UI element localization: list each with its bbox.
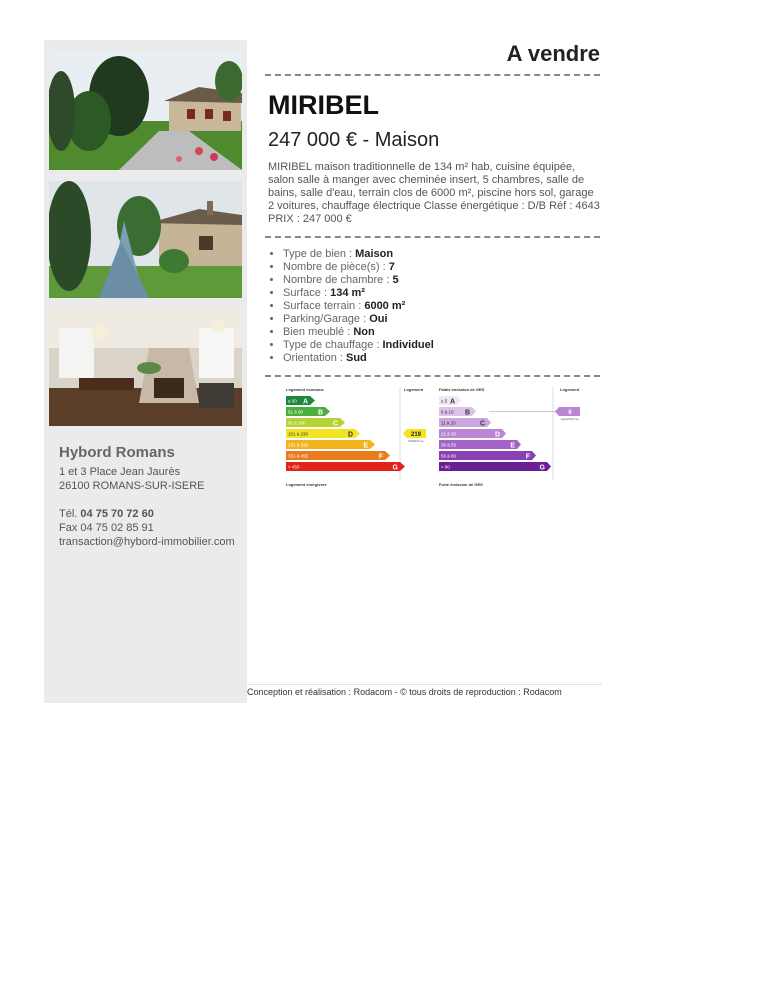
ges-class-range: 36 à 55 [441,442,457,448]
ges-top-label: Faible émission de GES [439,387,485,392]
energy-labels [283,385,583,490]
feature-item: • Nombre de pièce(s) : 7 [283,261,600,274]
features-list [265,248,600,365]
dpe-class-letter: G [392,464,398,472]
dpe-class-letter: E [363,442,368,450]
ges-class-letter: B [464,409,470,417]
listing-main [265,40,600,377]
divider [265,74,600,76]
phone-number[interactable]: 04 75 70 72 60 [80,508,154,520]
ges-bottom-label: Forte émission de GES [439,482,483,487]
divider [265,236,600,238]
ges-class-range: 6 à 10 [441,409,454,415]
feature-item: • Parking/Garage : Oui [283,313,600,326]
dpe-class-range: 231 à 330 [288,442,309,448]
dpe-class-letter: D [347,431,353,439]
ges-class-letter: D [494,431,500,439]
dpe-class-letter: F [378,453,383,461]
agency-name: Hybord Romans [59,444,175,461]
house-photo-3[interactable] [49,308,242,426]
agency-fax: Fax 04 75 02 85 91 [59,522,154,534]
ges-class-range: > 80 [441,464,450,470]
footer: Conception et réalisation : Rodacom - © tous droits de reproduction : Rodacom [247,684,602,697]
phone-label: Tél. [59,508,81,520]
ges-class-letter: F [525,453,530,461]
dpe-class-letter: A [302,398,308,406]
ges-unit: kgéqCO2/m².an [561,418,579,421]
dpe-column-header: Logement [404,387,424,392]
ges-class-letter: G [539,464,545,472]
agency-contact [59,444,249,549]
dpe-value: 219 [410,432,422,438]
ges-class-range: 11 à 20 [441,420,456,426]
agency-email[interactable]: transaction@hybord-immobilier.com [59,536,235,548]
feature-item: • Bien meublé : Non [283,326,600,339]
dpe-class-bar [286,462,405,471]
dpe-unit: kWhEP/m².an [408,440,424,443]
dpe-class-range: 91 à 150 [288,420,306,426]
dpe-class-range: > 450 [288,464,300,470]
dpe-class-range: 151 à 230 [288,431,309,437]
agency-address-line1: 1 et 3 Place Jean Jaurès [59,466,181,478]
listing-description: MIRIBEL maison traditionnelle de 134 m² hab, cuisine équipée, salon salle à manger avec cheminée insert, 5 chambres, salle de bains, salle d'eau, terrain clos de 6000 m², piscine hors sol, garage 2 voitures, chauffage électrique Classe énergétique : D/B Réf : 4643 PRIX : 247 000 € [268,161,600,225]
feature-item: • Orientation : Sud [283,352,600,365]
ges-class-range: 56 à 80 [441,453,457,459]
agency-address-line2: 26100 ROMANS-SUR-ISERE [59,480,205,492]
ges-class-letter: C [479,420,485,428]
divider [265,375,600,377]
ges-class-range: 21 à 35 [441,431,457,437]
feature-item: • Type de chauffage : Individuel [283,339,600,352]
dpe-class-letter: C [332,420,338,428]
ges-class-letter: A [449,398,455,406]
agency-phone [59,507,249,521]
ges-class-letter: E [510,442,515,450]
listing-city: MIRIBEL [268,90,379,120]
ges-class-range: ≤ 5 [441,398,448,404]
ges-class-bar [439,462,551,471]
ges-column-header: Logement [560,387,580,392]
dpe-class-letter: B [317,409,323,417]
listing-status: A vendre [506,41,600,66]
dpe-bottom-label: Logement énergivore [286,482,327,487]
listing-price: 247 000 € - Maison [268,129,440,151]
feature-item: • Nombre de chambre : 5 [283,274,600,287]
dpe-top-label: Logement économe [286,387,324,392]
feature-item: • Surface : 134 m² [283,287,600,300]
feature-item: • Type de bien : Maison [283,248,600,261]
house-photo-1[interactable] [49,51,242,170]
ges-value: 6 [568,410,572,416]
feature-item: • Surface terrain : 6000 m² [283,300,600,313]
house-photo-2[interactable] [49,181,242,298]
dpe-class-range: 331 à 450 [288,453,309,459]
dpe-class-range: 51 à 90 [288,409,304,415]
dpe-class-range: ≤ 50 [288,398,297,404]
